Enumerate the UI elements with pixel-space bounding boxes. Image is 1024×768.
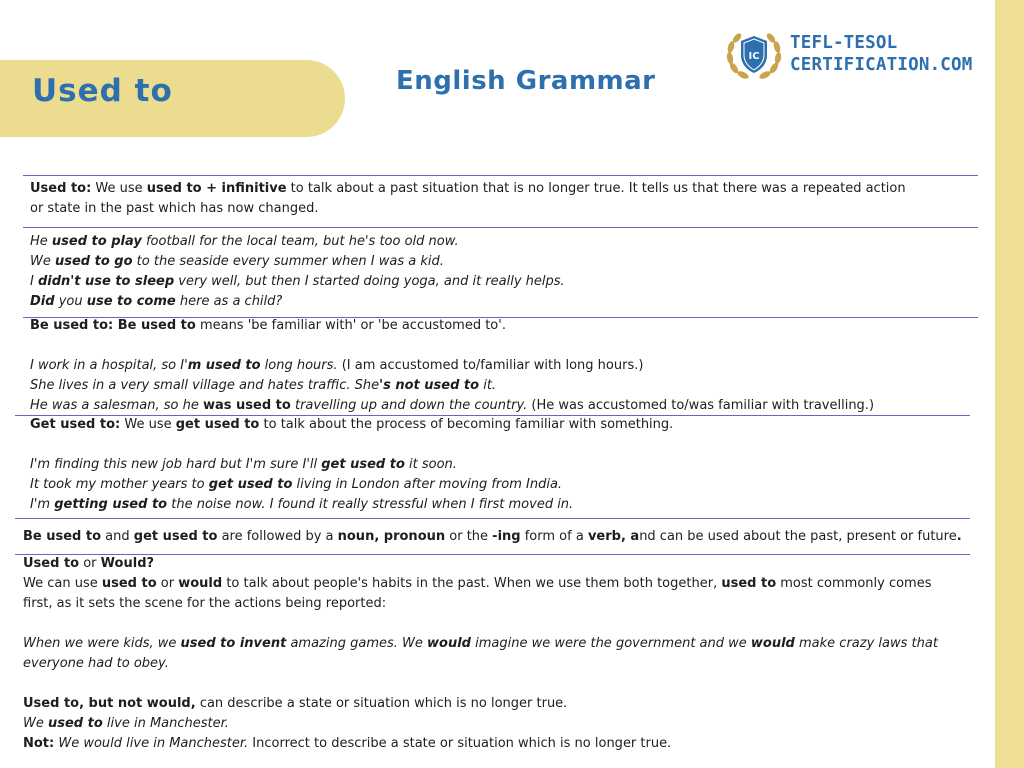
divider	[15, 554, 970, 555]
text-line: Be used to: Be used to means 'be familiar with' or 'be accustomed to'.	[30, 318, 506, 333]
example-line: I work in a hospital, so I'm used to long hours. (I am accustomed to/familiar with long hours.)	[30, 358, 644, 373]
side-stripe	[995, 0, 1024, 768]
divider	[23, 227, 978, 228]
logo-text-line1: TEFL-TESOL	[790, 33, 898, 53]
text-line: Used to, but not would, can describe a state or situation which is no longer true.	[23, 696, 568, 711]
example-line: Did you use to come here as a child?	[30, 294, 283, 309]
page-title: Used to	[32, 73, 173, 109]
text-line: Used to or Would?	[23, 556, 155, 571]
example-line: I didn't use to sleep very well, but then I started doing yoga, and it really helps.	[30, 274, 565, 289]
example-line: He used to play football for the local team, but he's too old now.	[30, 234, 459, 249]
divider	[23, 175, 978, 176]
text-line: Used to: We use used to + infinitive to talk about a past situation that is no longer true. It tells us that there was a repeated action	[30, 181, 906, 196]
laurel-shield-icon	[724, 28, 784, 82]
title-banner	[0, 60, 345, 137]
example-line: I'm finding this new job hard but I'm sure I'll get used to it soon.	[30, 457, 457, 472]
text-line: Get used to: We use get used to to talk about the process of becoming familiar with something.	[30, 417, 674, 432]
page-subtitle: English Grammar	[396, 66, 656, 96]
text-line: or state in the past which has now changed.	[30, 201, 319, 216]
text-line: Be used to and get used to are followed by a noun, pronoun or the -ing form of a verb, and can be used about the past, present or future.	[23, 529, 962, 544]
example-line: I'm getting used to the noise now. I found it really stressful when I first moved in.	[30, 497, 574, 512]
text-line: We can use used to or would to talk about people's habits in the past. When we use them both together, used to most commonly comes	[23, 576, 932, 591]
logo-text-line2: CERTIFICATION.COM	[790, 55, 973, 75]
example-line: We used to go to the seaside every summer when I was a kid.	[30, 254, 444, 269]
example-line: When we were kids, we used to invent amazing games. We would imagine we were the government and we would make crazy laws that	[23, 636, 938, 651]
term: Used to:	[30, 181, 92, 196]
divider	[15, 518, 970, 519]
text-line: Not: We would live in Manchester. Incorrect to describe a state or situation which is no longer true.	[23, 736, 672, 751]
text-line: first, as it sets the scene for the actions being reported:	[23, 596, 387, 611]
logo-badge-text: IC	[748, 51, 760, 62]
example-line: We used to live in Manchester.	[23, 716, 229, 731]
example-line: She lives in a very small village and hates traffic. She's not used to it.	[30, 378, 497, 393]
example-line: He was a salesman, so he was used to travelling up and down the country. (He was accustomed to/was familiar with travelling.)	[30, 398, 875, 413]
example-line: everyone had to obey.	[23, 656, 169, 671]
brand-logo[interactable]	[724, 28, 984, 82]
example-line: It took my mother years to get used to living in London after moving from India.	[30, 477, 563, 492]
